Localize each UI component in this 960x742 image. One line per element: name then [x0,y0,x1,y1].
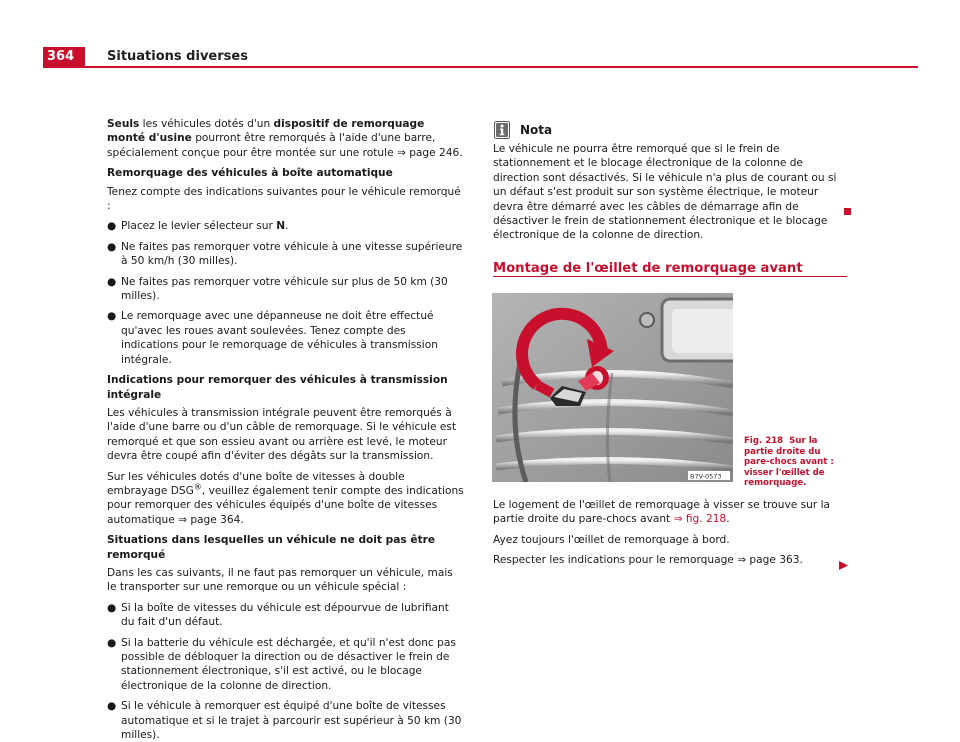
figure-caption [744,436,849,489]
intro-rest: pourront être remorqués à l'aide d'une barre, spécialement conçue pour être montée sur une rotule [107,132,436,159]
dsg-paragraph [107,470,464,528]
mount-text: Le logement de l'œillet de remorquage à visser se trouve sur la partie droite du pare-chocs avant [493,499,831,526]
no-tow-intro: Dans les cas suivants, il ne faut pas remorquer un véhicule, mais le transporter sur une remorque ou un véhicule spécial : [107,566,453,594]
section-rule [493,276,847,277]
intro-bold: dispositif de remorquage monté d'usine [107,118,425,145]
awd-text: Les véhicules à transmission intégrale peuvent être remorqués à l'aide d'une barre ou d'un câble de remorquage. Si le véhicule est remorqué et que son essieu avant ou arrière est levé, le moteur devra être coupé afin d'éviter des dégâts sur la transmission. [107,406,457,463]
bullet: ● [107,275,117,288]
registered-mark: ® [193,482,202,492]
figure-caption-text: Sur la partie droite du pare-chocs avant : visser l'œillet de remorquage. [744,436,834,489]
figure-photo [492,293,733,482]
figure-label: Fig. 218 [744,436,784,446]
mount-end: . [726,513,730,526]
list-item [107,699,464,742]
dsg-text: Sur les véhicules dotés d'une boîte de vitesses à double embrayage DSG [107,470,405,497]
keep-paragraph: Ayez toujours l'œillet de remorquage à bord. [493,533,730,546]
auto-heading: Remorquage des véhicules à boîte automatique [107,167,393,180]
list-item-end: . [285,220,289,233]
dsg-text-2: , veuillez également tenir compte des indications pour remorquer des véhicules équipés d'une boîte de vitesses automatique [107,484,464,526]
awd-heading: Indications pour remorquer des véhicules à transmission intégrale [107,374,448,401]
left-column [107,117,464,742]
intro-lead: Seuls [107,118,140,130]
list-item-text: Ne faites pas remorquer votre véhicule sur plus de 50 km (30 milles). [121,275,448,303]
list-item-text: Le remorquage avec une dépanneuse ne doit être effectué qu'avec les roues avant soulevées. Tenez compte des indications pour le remorquage de véhicules à transmission intégrale. [121,310,438,366]
intro-mid: les véhicules dotés d'un [139,118,274,130]
no-tow-heading: Situations dans lesquelles un véhicule ne doit pas être remorqué [107,534,436,561]
right-text [493,498,847,574]
intro-paragraph [107,117,464,160]
list-item [107,275,464,304]
list-item-text: Si le véhicule à remorquer est équipé d'une boîte de vitesses automatique et si le trajet à parcourir est supérieur à 50 km (30 milles). [121,700,462,742]
respect-text: Respecter les indications pour le remorquage [493,554,738,567]
plate-inner [672,309,733,353]
auto-intro: Tenez compte des indications suivantes pour le véhicule remorqué : [107,185,461,213]
respect-end: . [799,554,803,567]
dsg-end: . [240,513,244,526]
info-icon [494,121,510,139]
page-ref[interactable]: ⇒ page 363 [737,554,800,567]
section-title: Montage de l'œillet de remorquage avant [493,261,803,276]
bullet: ● [107,636,117,649]
list-item [107,219,464,233]
nota-title: Nota [520,122,553,137]
list-item-text: Placez le levier sélecteur sur [121,220,277,233]
nota-header [493,121,847,139]
page-number: 364 [43,47,85,67]
list-item [107,240,464,269]
nota-block [493,121,847,243]
nota-text: Le véhicule ne pourra être remorqué que si le frein de stationnement et le blocage électronique de la colonne de direction sont désactivés. Si le véhicule n'a plus de courant ou si un défaut s'est produit sur son système électrique, le moteur devra être démarré avec les câbles de démarrage afin de désactiver le frein de stationnement électronique et le blocage électronique de la colonne de direction. [493,143,837,242]
dsg-page-ref[interactable]: ⇒ page 364 [178,513,241,526]
end-square-icon [844,208,851,215]
list-item [107,636,464,694]
header-rule [43,66,918,68]
list-item [107,601,464,630]
bullet: ● [107,601,117,614]
bullet: ● [107,240,117,253]
figure-code: B7V-0573 [690,472,722,481]
intro-page-ref[interactable]: ⇒ page 246 [396,146,460,159]
bullet: ● [107,220,117,233]
mount-paragraph [493,498,847,527]
bullet: ● [107,700,117,713]
respect-paragraph [493,553,847,567]
list-item [107,309,464,367]
bullet: ● [107,310,117,323]
intro-end: . [459,146,463,159]
list-item-text: Si la boîte de vitesses du véhicule est dépourvue de lubrifiant du fait d'un défaut. [121,601,449,629]
list-item-text: Si la batterie du véhicule est déchargée, et qu'il n'est donc pas possible de débloquer la direction ou de désactiver le frein de stationnement électronique, s'il est activé, ou le blocage électronique de la colonne de direction. [121,636,456,692]
running-title: Situations diverses [107,49,248,64]
list-item-text: Ne faites pas remorquer votre véhicule à une vitesse supérieure à 50 km/h (30 milles). [121,240,463,268]
selector-position: N [276,220,286,233]
continue-arrow-icon [839,561,848,570]
cap-circle [640,313,654,327]
figure-link[interactable]: ⇒ fig. 218 [673,513,727,526]
